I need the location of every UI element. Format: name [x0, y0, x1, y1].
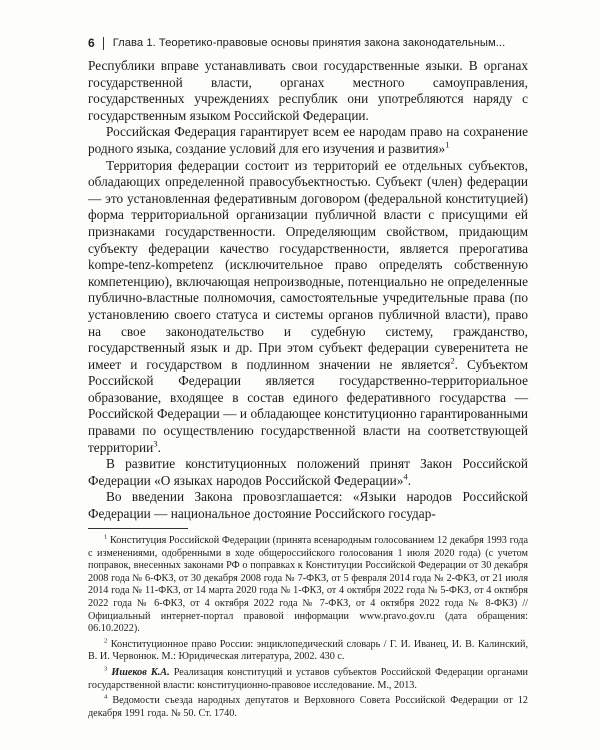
footnote-number: 2: [104, 637, 108, 645]
footnote-ref[interactable]: 4: [403, 471, 408, 482]
footnotes: [88, 535, 528, 723]
footnote-number: 4: [104, 693, 108, 701]
footnote-number: 3: [104, 665, 108, 673]
paragraph-text: Во введении Закона провозглашается: «Языки народов Российской Федерации — национальное достояние Российского государ-: [88, 489, 528, 522]
footnote-author: Ишеков К.А.: [111, 666, 170, 678]
paragraph-text: Республики вправе устанавливать свои государственные языки. В органах государственной власти, органах местного самоуправления, государственных учреждениях республик они употребляются наряду с государственным языком Российской Федерации.: [88, 58, 528, 123]
header-separator: [103, 37, 104, 50]
page-number: 6: [88, 36, 95, 50]
paragraph-text: Российская Федерация гарантирует всем ее народам право на сохранение родного языка, создание условий для его изучения и развития»: [88, 124, 528, 156]
paragraph-text: В развитие конституционных положений принят Закон Российской Федерации «О языках народов Российской Федерации»: [88, 456, 528, 488]
paragraph-text: . Субъектом Российской Федерации является государственно-территориальное образование, входящее в состав единого федеративного государства — Российской Федерации — и обладающее конституционно гарантированными правами по осуществлению государственной власти на соответствующей территории: [88, 356, 529, 455]
running-head: [88, 34, 528, 52]
footnote-ref[interactable]: 3: [153, 438, 158, 449]
footnote: [88, 639, 528, 664]
chapter-title: Глава 1. Теоретико-правовые основы принятия закона законодательным...: [112, 37, 506, 49]
footnote: [88, 667, 528, 692]
footnote-rule: [88, 528, 188, 529]
footnote-number: 1: [104, 533, 108, 541]
paragraph-text: Территория федерации состоит из территорий ее отдельных субъектов, обладающих определенной правосубъектностью. Субъект (член) федерации — это установленная федеративным договором (федеральной конституцией) форма территориальной организации публичной власти с присущими ей признаками государственности. Определяющим свойством, придающим субъекту федерации качество государственности, является прерогатива kompe-tenz-kompetenz (исключительное право определять собственную компетенцию), включающая непроизводные, потенциально не определенные публично-властные полномочия, самостоятельные учредительные права (по установлению своего статуса и системы органов публичной власти), право на свое законодательство и судебную систему, гражданство, государственный язык и др. При этом субъект федерации суверенитета не имеет и государством в подлинном значении не является: [88, 157, 528, 372]
footnote-ref[interactable]: 2: [450, 355, 455, 366]
footnote-text: Конституционное право России: энциклопедический словарь / Г. И. Иванец, И. В. Калинский, В. И. Червонюк. М.: Юридическая литература, 2002. 430 с.: [88, 638, 529, 663]
paragraph: [88, 58, 528, 124]
paragraph-end: .: [407, 472, 412, 488]
paragraph: [88, 489, 528, 522]
footnote: [88, 535, 528, 636]
paragraph: [88, 124, 528, 157]
footnote-text: Ведомости съезда народных депутатов и Верховного Совета Российской Федерации от 12 декабря 1991 года. № 50. Ст. 1740.: [88, 695, 528, 719]
footnote-text: Реализация конституций и уставов субъектов Российской Федерации органами государственной власти: конституционно-правовое исследование. М., 2013.: [88, 666, 529, 691]
paragraph: [88, 158, 528, 457]
footnote: [88, 695, 528, 720]
footnote-text: Конституция Российской Федерации (принята всенародным голосованием 12 декабря 1993 года с изменениями, одобренными в ходе общероссийского голосования 1 июля 2020 года) (с учетом поправок, внесенных законами РФ о поправках к Конституции Российской Федерации от 30 декабря 2008 года № 6-ФКЗ, от 30 декабря 2008 года № 7-ФКЗ, от 5 февраля 2014 года № 2-ФКЗ, от 21 июля 2014 года № 11-ФКЗ, от 14 марта 2020 года № 1-ФКЗ, от 4 октября 2022 года № 5-ФКЗ, от 4 октября 2022 года № 6-ФКЗ, от 4 октября 2022 года № 7-ФКЗ, от 4 октября 2022 года № 8-ФКЗ) // Официальный интернет-портал правовой информации www.pravo.gov.ru (дата обращения: 06.10.2022).: [88, 535, 528, 635]
paragraph-end: .: [157, 439, 161, 455]
main-text: [88, 58, 528, 523]
paragraph: [88, 456, 528, 489]
footnote-ref[interactable]: 1: [445, 139, 450, 150]
